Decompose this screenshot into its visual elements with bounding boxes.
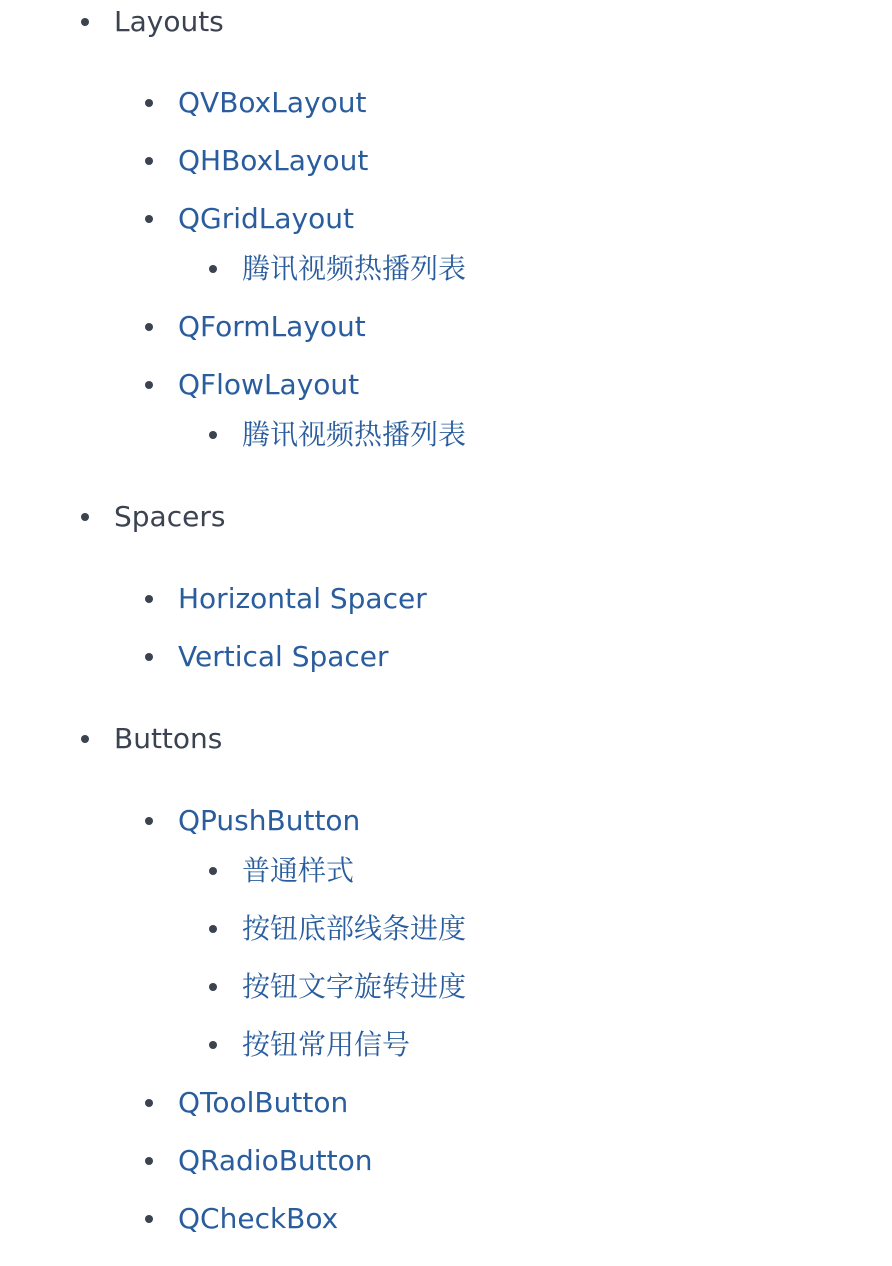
- link-qvboxlayout[interactable]: QVBoxLayout: [178, 86, 367, 119]
- bullet-icon: [209, 1041, 217, 1049]
- bullet-icon: [145, 99, 153, 107]
- bullet-icon: [145, 381, 153, 389]
- link-flow-video-list[interactable]: 腾讯视频热播列表: [242, 418, 467, 451]
- link-qtoolbutton[interactable]: QToolButton: [178, 1086, 349, 1119]
- link-text-rotate-progress[interactable]: 按钮文字旋转进度: [242, 970, 467, 1003]
- bullet-icon: [145, 1099, 153, 1107]
- bullet-icon: [81, 735, 89, 743]
- section-title-buttons: Buttons: [114, 722, 223, 755]
- link-vertical-spacer[interactable]: Vertical Spacer: [178, 640, 389, 673]
- link-qcheckbox[interactable]: QCheckBox: [178, 1202, 339, 1235]
- bullet-icon: [209, 265, 217, 273]
- bullet-icon: [145, 323, 153, 331]
- bullet-icon: [145, 157, 153, 165]
- link-qpushbutton[interactable]: QPushButton: [178, 804, 361, 837]
- bullet-icon: [209, 867, 217, 875]
- link-horizontal-spacer[interactable]: Horizontal Spacer: [178, 582, 427, 615]
- link-qformlayout[interactable]: QFormLayout: [178, 310, 366, 343]
- bullet-icon: [209, 431, 217, 439]
- section-title-spacers: Spacers: [114, 500, 226, 533]
- bullet-icon: [145, 817, 153, 825]
- link-normal-style[interactable]: 普通样式: [242, 854, 355, 887]
- bullet-icon: [81, 18, 89, 26]
- link-qgridlayout[interactable]: QGridLayout: [178, 202, 354, 235]
- bullet-icon: [145, 653, 153, 661]
- section-title-layouts: Layouts: [114, 5, 224, 38]
- link-qradiobutton[interactable]: QRadioButton: [178, 1144, 373, 1177]
- link-bottom-line-progress[interactable]: 按钮底部线条进度: [242, 912, 467, 945]
- link-common-signals[interactable]: 按钮常用信号: [242, 1028, 411, 1061]
- link-qflowlayout[interactable]: QFlowLayout: [178, 368, 360, 401]
- link-grid-video-list[interactable]: 腾讯视频热播列表: [242, 252, 467, 285]
- bullet-icon: [209, 983, 217, 991]
- bullet-icon: [145, 1215, 153, 1223]
- bullet-icon: [145, 1157, 153, 1165]
- link-qhboxlayout[interactable]: QHBoxLayout: [178, 144, 369, 177]
- bullet-icon: [145, 595, 153, 603]
- bullet-icon: [145, 215, 153, 223]
- bullet-icon: [209, 925, 217, 933]
- bullet-icon: [81, 513, 89, 521]
